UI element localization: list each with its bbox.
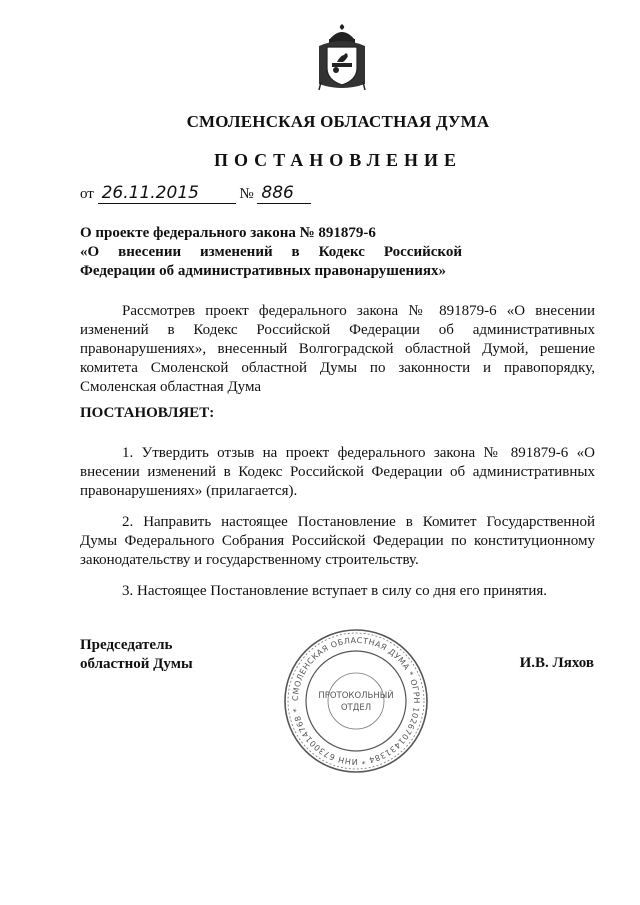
subject-line: «О внесении изменений в Кодекс Российской (80, 244, 462, 260)
document-date: 26.11.2015 (98, 183, 236, 204)
decree-item-1 (80, 444, 595, 501)
document-number: 886 (257, 183, 311, 204)
decree-heading: ПОСТАНОВЛЯЕТ: (80, 405, 215, 421)
date-number-line (80, 183, 311, 204)
decree-item-text: 3. Настоящее Постановление вступает в силу со дня его принятия. (122, 583, 548, 599)
number-label: № (239, 186, 254, 202)
preamble-paragraph: Рассмотрев проект федерального закона № 891879-6 «О внесении изменений в Кодекс Российской Федерации об административных правонарушениях», внесенный Волгоградской областной Думой, решение комитета Смоленской областной Думы по законности и правопорядку, Смоленская областная Дума (80, 303, 595, 395)
stamp-center-line: ПРОТОКОЛЬНЫЙ (318, 691, 394, 701)
official-stamp (283, 628, 429, 774)
organization-name: СМОЛЕНСКАЯ ОБЛАСТНАЯ ДУМА (186, 112, 490, 131)
date-prefix: от (80, 186, 94, 202)
signatory-name: И.В. Ляхов (519, 655, 594, 671)
subject-line: О проекте федерального закона № 891879-6 (80, 225, 376, 241)
decree-item-2 (80, 513, 595, 570)
decree-item-text: 2. Направить настоящее Постановление в Комитет Государственной Думы Федерального Собрания Российской Федерации по конституционному законодательству и государственному строительству. (80, 514, 595, 568)
signatory-title (80, 636, 193, 674)
stamp-ring-text: СМОЛЕНСКАЯ ОБЛАСТНАЯ ДУМА * ОГРН 1026701431384 * ИНН 6730014768 * (290, 635, 422, 767)
document-type: ПОСТАНОВЛЕНИЕ (213, 150, 463, 170)
subject-line: Федерации об административных правонарушениях» (80, 263, 446, 279)
stamp-center-line: ОТДЕЛ (340, 703, 372, 713)
signatory-title-line: Председатель (80, 637, 173, 653)
document-subject (80, 224, 462, 281)
decree-item-text: 1. Утвердить отзыв на проект федерального закона № 891879-6 «О внесении изменений в Кодекс Российской Федерации об административных правонарушениях» (прилагается). (80, 445, 595, 499)
decree-item-3 (80, 582, 595, 601)
coat-of-arms-icon (313, 22, 371, 92)
signatory-title-line: областной Думы (80, 656, 193, 672)
preamble (80, 302, 595, 397)
